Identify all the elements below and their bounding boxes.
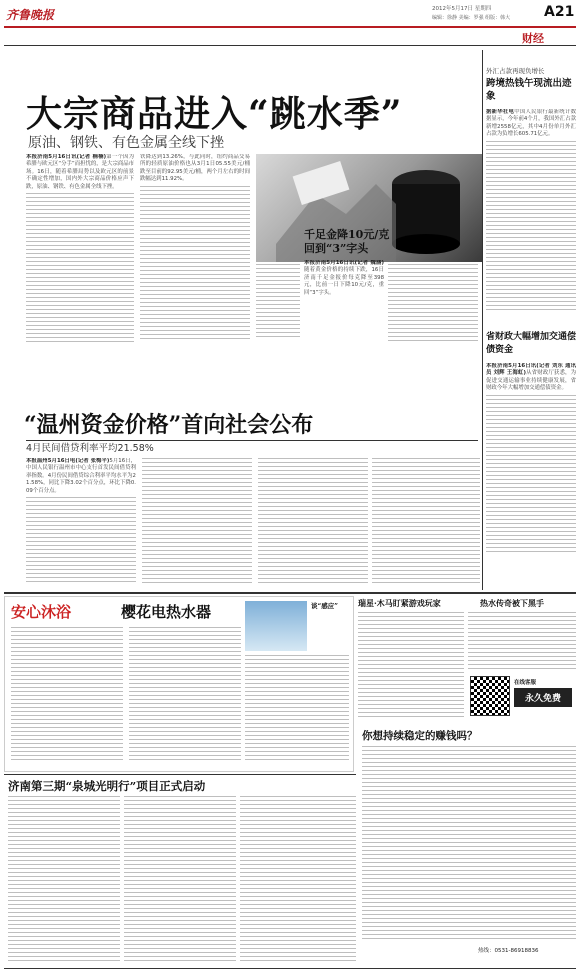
sidebar-body-2 (486, 363, 576, 563)
gold-col-2 (388, 264, 478, 350)
second-subheadline: 4月民间借贷利率平均21.58% (26, 443, 154, 454)
lead-headline: 大宗商品进入“跳水季” (26, 93, 403, 135)
lead-col-2 (140, 154, 250, 342)
ad-heater-filler-3 (245, 655, 349, 763)
masthead (0, 0, 580, 45)
gold-headline-line2: 回到“3”字头 (304, 242, 369, 255)
sidebar (486, 50, 576, 590)
ad-top-rule (4, 592, 576, 594)
sidebar-text-2: 从省财政厅获悉，为促进交通运输事业持续健康发展，省财政今年大幅增加交通偿债资金。 (486, 370, 576, 392)
ad-heater-image (245, 601, 307, 651)
second-col-4-text (372, 458, 480, 586)
sidebar-filler-1 (486, 141, 576, 311)
sidebar-byline-1: 据新华社电 (486, 109, 515, 115)
paper-logo: 齐鲁晚报 (6, 8, 55, 22)
second-col-3-text (258, 458, 368, 586)
second-byline: 本报温州5月16日电(记者 张梅平) (26, 458, 110, 464)
second-col-2 (142, 458, 252, 588)
bottom-ad-rule (4, 774, 356, 775)
bottom-ad-col-1 (8, 796, 120, 966)
ad-right-text-2 (468, 612, 576, 672)
lead-col-3-text (256, 264, 300, 340)
bottom-ad-col-3 (240, 796, 356, 966)
lead-col2-intro: 铁降达到13.26%，与此同时，纽约商品交易所的轻质原油价格也从3月1日05.55美元/桶跌至目前的92.95美元/桶，两个月左右的时间跌幅达到11.92%。 (140, 154, 250, 183)
second-col-2-text (142, 458, 252, 586)
sidebar-filler-2 (486, 395, 576, 555)
sidebar-text-1: 中国人民银行最新统计数据显示，今年前4个月，我国外汇占款新增2558亿元，其中4月份单月外汇占款为负增长605.71亿元。 (486, 109, 576, 138)
ad-heater-filler-1 (11, 627, 123, 763)
ad-right-title: 瑞星·木马盯紧游戏玩家 (358, 598, 441, 608)
gold-headline-line1: 千足金降10元/克 (304, 228, 390, 241)
lead-subheadline: 原油、钢铁、有色金属全线下挫 (28, 135, 224, 151)
ad-brand-1: 安心沐浴 (11, 603, 72, 621)
sidebar-title-1: 跨境热钱午现流出迹象 (486, 78, 572, 102)
ad-heater-text-1 (11, 627, 123, 767)
lead-col-2-text (140, 186, 250, 342)
section-name: 财经 (522, 32, 544, 45)
editor-line: 编辑：徐静 美编：罗强 组版：韩大 (432, 15, 511, 21)
ad-heater-text-2 (129, 627, 241, 767)
ad-right-filler-1 (358, 612, 464, 720)
sidebar-body-1 (486, 109, 576, 319)
lead-byline: 本报济南5月16日讯(记者 楠楠) (26, 154, 107, 160)
bottom-ad-filler-2 (124, 796, 236, 962)
lead-article (4, 50, 482, 440)
ad-right-filler-2 (468, 612, 576, 670)
ad-right-subtitle: 你想持续稳定的赚钱吗？ (362, 730, 478, 742)
gold-col-2-text (388, 264, 478, 344)
sidebar-pretitle: 外汇占款再现负增长 (486, 67, 545, 75)
ad-right-text-1 (358, 612, 464, 722)
ad-rising (358, 596, 576, 726)
ad-heater-filler-2 (129, 627, 241, 763)
bottom-ad-filler-3 (240, 796, 356, 962)
ad-brand-2: 樱花电热水器 (121, 603, 212, 621)
sidebar-byline-2: 本报济南5月16日讯(记者 刘东 通讯员 刘辉 王海虹) (486, 363, 576, 377)
second-body: 5月16日，中国人民银行温州市中心支行首发民间借贷利率指数。4月份民间借贷综合利率平均水平为21.58%，同比下降3.02个百分点，环比下降0.09个百分点。 (26, 458, 136, 494)
gold-byline: 本报济南5月16日讯(记者 魏涵) (304, 260, 384, 266)
second-col-1 (26, 458, 136, 588)
section-rule (4, 45, 576, 46)
second-col-1-text (26, 497, 136, 583)
lead-col-1 (26, 154, 134, 342)
ad-right-title-2: 热水传奇被下黑手 (480, 598, 544, 608)
ad-heater-text-3 (245, 655, 349, 767)
gold-col-1 (304, 260, 384, 350)
second-headline: “温州资金价格”首向社会公布 (24, 412, 314, 438)
phone-line: 热线：0531-86918836 (478, 948, 539, 954)
free-badge: 永久免费 (514, 688, 572, 707)
gold-body: 随着黄金价格的持续下跌，16日济南千足金报价每克降至398元，比前一日下降10元/克，重回“3”字头。 (304, 267, 384, 296)
ad-right-filler-3 (362, 746, 576, 942)
second-col-3 (258, 458, 368, 588)
lead-col-3 (256, 264, 300, 344)
ad-heater (4, 596, 354, 772)
second-col-4 (372, 458, 480, 588)
ad-right-text-3 (362, 746, 576, 946)
gold-headline (304, 228, 389, 256)
masthead-rule (4, 26, 576, 28)
sidebar-title-2: 省财政大幅增加交通偿债资金 (486, 332, 577, 355)
page-number: A21 (544, 4, 575, 20)
qr-label: 在线客服 (514, 680, 537, 686)
lead-body-intro: 第一个因为希腊与欧元区“分手”而担忧的，是大宗商品市场。16日，随着希腊局势以及欧元区的前景不确定性增加，国内外大宗商品价格应声下跌，原油、钢铁、有色金属全线下挫。 (26, 154, 134, 190)
page-bottom-rule (4, 968, 576, 969)
ad-brand-3: 谈“感应” (311, 602, 338, 610)
date-line: 2012年5月17日 星期四 (432, 6, 492, 12)
bottom-ad-title: 济南第三期“泉城光明行”项目正式启动 (8, 779, 206, 793)
bottom-ad-filler-1 (8, 796, 120, 962)
lead-col-1-text (26, 193, 134, 342)
bottom-ad-col-2 (124, 796, 236, 966)
sidebar-divider (482, 50, 483, 590)
qr-code-box[interactable] (470, 676, 510, 716)
